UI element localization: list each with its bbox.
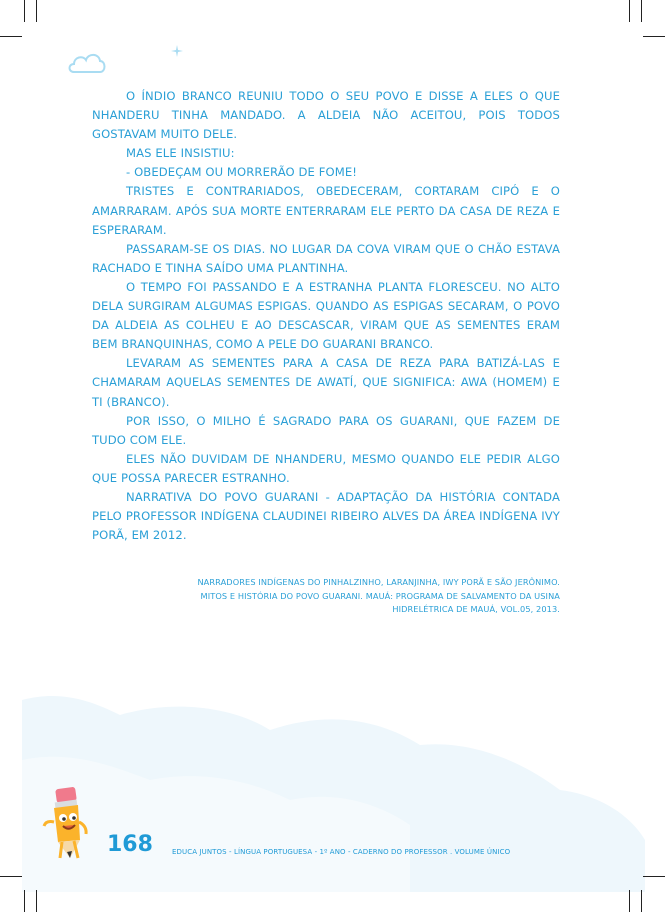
page-number: 168 <box>107 832 153 857</box>
sparkle-icon <box>170 44 184 58</box>
citation-line: MITOS E HISTÓRIA DO POVO GUARANI. MAUÁ: PROGRAMA DE SALVAMENTO DA USINA <box>200 590 560 601</box>
source-citation <box>92 576 560 617</box>
crop-mark <box>36 890 37 912</box>
crop-mark <box>36 0 37 22</box>
citation-line: NARRADORES INDÍGENAS DO PINHALZINHO, LARANJINHA, IWY PORÃ E SÃO JERÔNIMO. <box>197 577 560 587</box>
crop-mark <box>641 890 642 912</box>
story-paragraph: O TEMPO FOI PASSANDO E A ESTRANHA PLANTA FLORESCEU. NO ALTO DELA SURGIRAM ALGUMAS ESPIGAS. QUANDO AS ESPIGAS SECARAM, O POVO DA ALDEIA AS COLHEU E AO DESCASCAR, VIRAM QUE AS SEMENTES ERAM BEM BRANQUINHAS, COMO A PELE DO GUARANI BRANCO. <box>92 279 560 352</box>
citation-line: HIDRELÉTRICA DE MAUÁ, VOL.05, 2013. <box>392 604 560 615</box>
crop-mark <box>24 0 25 22</box>
story-paragraph: MAS ELE INSISTIU: <box>126 146 235 161</box>
pencil-mascot-icon <box>40 786 94 866</box>
crop-mark <box>0 876 22 877</box>
crop-mark <box>0 36 22 37</box>
story-paragraph: O ÍNDIO BRANCO REUNIU TODO O SEU POVO E DISSE A ELES O QUE NHANDERU TINHA MANDADO. A ALDEIA NÃO ACEITOU, POIS TODOS GOSTAVAM MUITO DELE. <box>92 89 560 142</box>
crop-mark <box>24 890 25 912</box>
story-paragraph: LEVARAM AS SEMENTES PARA A CASA DE REZA PARA BATIZÁ-LAS E CHAMARAM AQUELAS SEMENTES DE AWATÍ, QUE SIGNIFICA: AWA (HOMEM) E TI (BRANCO). <box>92 356 560 409</box>
crop-mark <box>643 36 665 37</box>
story-paragraph: PASSARAM-SE OS DIAS. NO LUGAR DA COVA VIRAM QUE O CHÃO ESTAVA RACHADO E TINHA SAÍDO UMA PLANTINHA. <box>92 241 560 275</box>
cloud-icon <box>66 48 108 76</box>
story-paragraph: POR ISSO, O MILHO É SAGRADO PARA OS GUARANI, QUE FAZEM DE TUDO COM ELE. <box>92 413 560 447</box>
story-paragraph: NARRATIVA DO POVO GUARANI - ADAPTAÇÃO DA HISTÓRIA CONTADA PELO PROFESSOR INDÍGENA CLAUDINEI RIBEIRO ALVES DA ÁREA INDÍGENA IVY PORÃ, EM 2012. <box>92 489 560 543</box>
story-paragraph: TRISTES E CONTRARIADOS, OBEDECERAM, CORTARAM CIPÓ E O AMARRARAM. APÓS SUA MORTE ENTERRARAM ELE PERTO DA CASA DE REZA E ESPERARAM. <box>92 184 560 237</box>
crop-mark <box>643 876 665 877</box>
story-paragraph: ELES NÃO DUVIDAM DE NHANDERU, MESMO QUANDO ELE PEDIR ALGO QUE POSSA PARECER ESTRANHO. <box>92 451 560 485</box>
story-text <box>92 87 560 545</box>
crop-mark <box>629 0 630 22</box>
footer-text: EDUCA JUNTOS - LÍNGUA PORTUGUESA - 1º ANO - CADERNO DO PROFESSOR . VOLUME ÚNICO <box>172 848 511 856</box>
crop-mark <box>629 890 630 912</box>
story-paragraph: - OBEDEÇAM OU MORRERÃO DE FOME! <box>126 165 358 180</box>
crop-mark <box>641 0 642 22</box>
